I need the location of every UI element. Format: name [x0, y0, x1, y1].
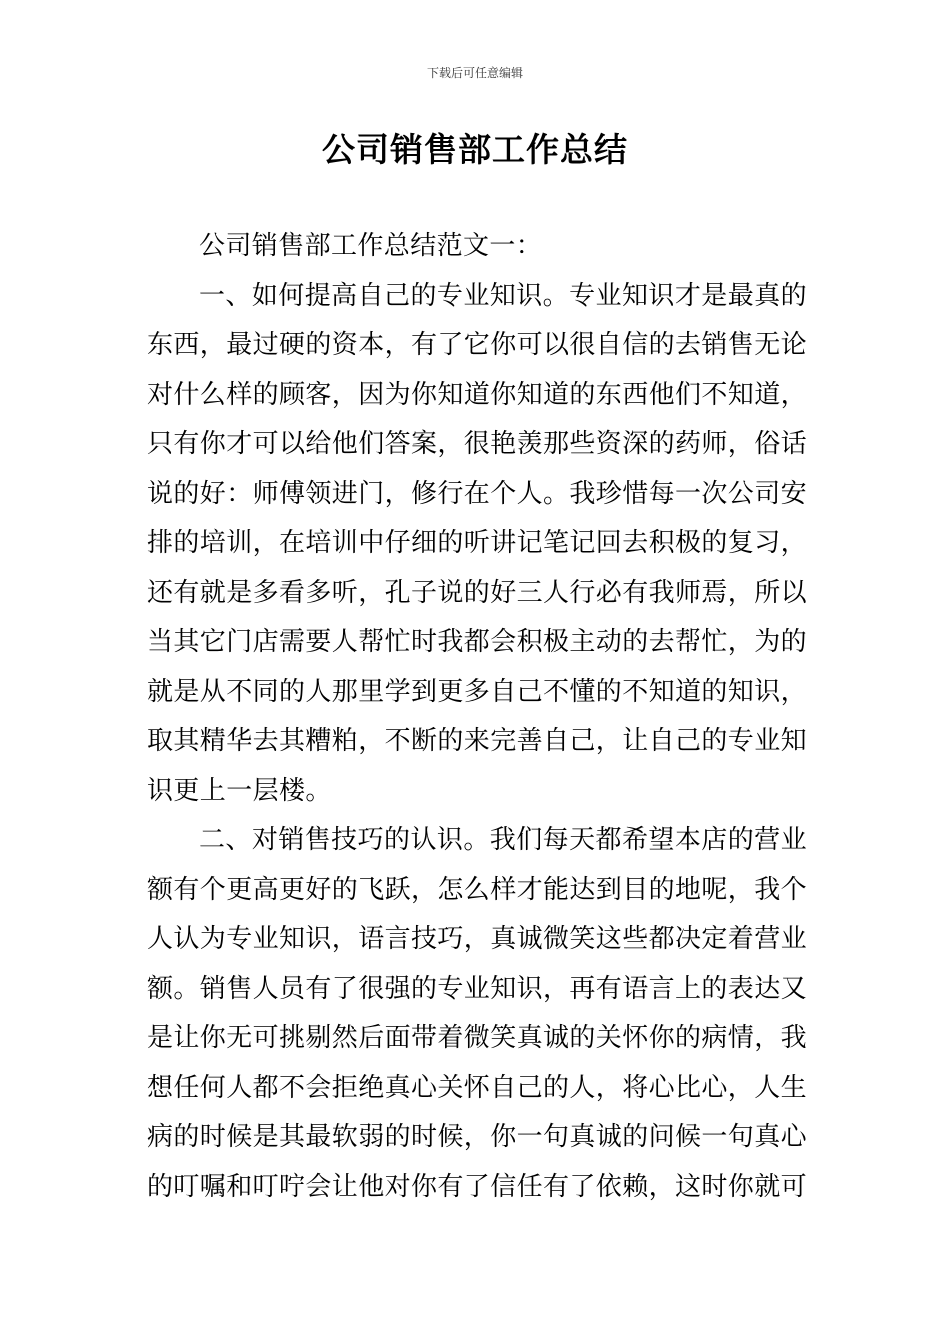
document-title: 公司销售部工作总结: [322, 130, 628, 169]
header-note: 下载后可任意编辑: [426, 66, 523, 80]
paragraph-section-two: 二、对销售技巧的认识。我们每天都希望本店的营业额有个更高更好的飞跃，怎么样才能达到目的地呢，我个人认为专业知识，语言技巧，真诚微笑这些都决定着营业额。销售人员有了很强的专业知识，再有语言上的表达又是让你无可挑剔然后面带着微笑真诚的关怀你的病情，我想任何人都不会拒绝真心关怀自己的人，将心比心，人生病的时候是其最软弱的时候，你一句真诚的问候一句真心的叮嘱和叮咛会让他对你有了信任有了依赖，这时你就可: [147, 825, 808, 1202]
paragraph-section-one: 一、如何提高自己的专业知识。专业知识才是最真的东西，最过硬的资本，有了它你可以很自信的去销售无论对什么样的顾客，因为你知道你知道的东西他们不知道，只有你才可以给他们答案，很艳羡那些资深的药师，俗话说的好：师傅领进门，修行在个人。我珍惜每一次公司安排的培训，在培训中仔细的听讲记笔记回去积极的复习，还有就是多看多听，孔子说的好三人行必有我师焉，所以当其它门店需要人帮忙时我都会积极主动的去帮忙，为的就是从不同的人那里学到更多自己不懂的不知道的知识，取其精华去其糟粕，不断的来完善自己，让自己的专业知识更上一层楼。: [147, 280, 808, 806]
paragraph-intro: 公司销售部工作总结范文一：: [199, 231, 543, 261]
document-body: [147, 222, 807, 1212]
